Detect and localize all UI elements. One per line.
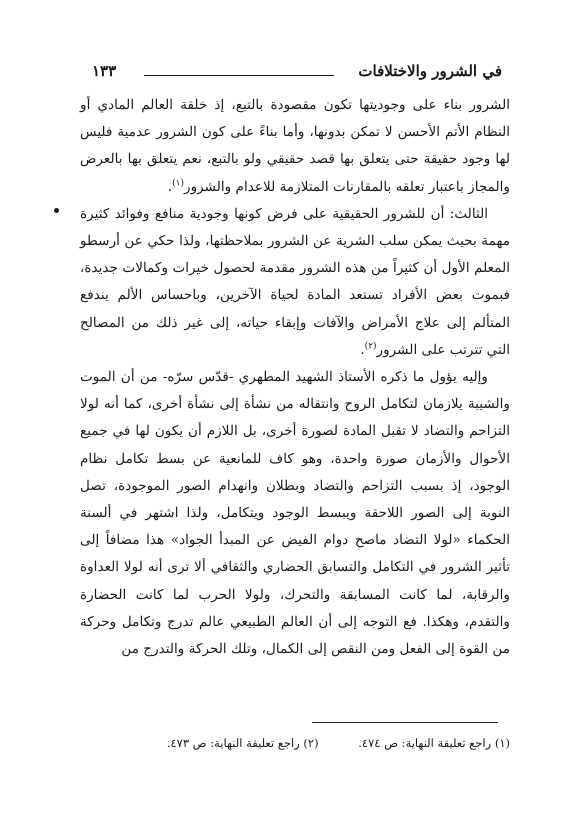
- footnote-item: (١) راجع تعليقة النهاية: ص ٤٧٤.: [358, 736, 510, 750]
- paragraph: [80, 364, 510, 663]
- footnote-separator: [312, 722, 498, 723]
- main-text: [80, 92, 510, 663]
- paragraph-text: وإليه يؤول ما ذكره الأستاذ الشهيد المطهري -قدّس سرّه- من أن الموت والشيبة يلازمان لتكامل الروح وانتقاله من نشأة إلى نشأة أخرى، كما أنه لولا التزاحم والتضاد لا تقبل المادة لصورة أخرى، بل اللازم أن يكون لها في جميع الأحوال والأزمان صورة واحدة، وهو كاف للمانعية عن بسط تكامل نظام الوجود، إذ بسبب التزاحم والتضاد وبطلان وانهدام الصور الموجودة، تصل النوبة إلى الصور اللاحقة ويبسط الوجود ويتكامل، ولذا اشتهر في ألسنة الحكماء «لولا التضاد ماصح دوام الفيض عن المبدأ الجواد» هذا مضافاً إلى تأثير الشرور في التكامل والتسابق الحضاري والثقافي ألا ترى أنه لولا العداوة والرقابة، لما كانت المسابقة والتحرك، ولولا الحرب لما كانت الحضارة والتقدم، وهكذا. فع التوجه إلى أن العالم الطبيعي عالم تدرج وتكامل وحركة من القوة إلى الفعل ومن النقص إلى الكمال، وتلك الحركة والتدرج من: [80, 369, 510, 658]
- paragraph-end: .: [360, 341, 365, 358]
- footnote-marker: (٢): [364, 341, 377, 352]
- paragraph-text: الشرور بناء على وجوديتها تكون مقصودة بالتبع، إذ خلقة العالم المادي أو النظام الأتم الأحسن لا تمكن بدونها، وأما بناءً على كون الشرور عدمية فليس لها وجود حقيقة حتى يتعلق بها قصد حقيقي ولو بالتبع، نعم يتعلق بها بالعرض والمجاز باعتبار تعلقه بالمقارنات المتلازمة للاعدام والشرور: [80, 97, 510, 195]
- paragraph: [80, 92, 510, 201]
- footnote-marker: (١): [172, 178, 184, 189]
- running-header: [92, 58, 502, 86]
- chapter-title: في الشرور والاختلافات: [358, 62, 502, 80]
- page-number: ١٣٣: [92, 62, 117, 80]
- paragraph: [80, 201, 510, 364]
- paragraph-text: الثالث: أن للشرور الحقيقية على فرض كونها وجودية منافع وفوائد كثيرة مهمة بحيث يمكن سلب الشرية عن الشرور بملاحظتها، ولذا حكي عن أرسطو المعلم الأول أن كثيراً من هذه الشرور مقدمة لحصول خيرات وكمالات جديدة، فبموت بعض الأفراد تستعد المادة لحياة الآخرين، وباحساس الألم يندفع المتألم إلى علاج الأمراض والآفات وإبقاء حياته، إلى غير ذلك من المصالح التي تترتب على الشرور: [80, 205, 510, 358]
- footnote-item: (٢) راجع تعليقة النهاية: ص ٤٧٣.: [166, 736, 319, 750]
- paragraph-end: .: [167, 178, 173, 195]
- footnotes: [100, 734, 510, 752]
- header-rule: [144, 75, 334, 76]
- margin-mark: [54, 208, 59, 213]
